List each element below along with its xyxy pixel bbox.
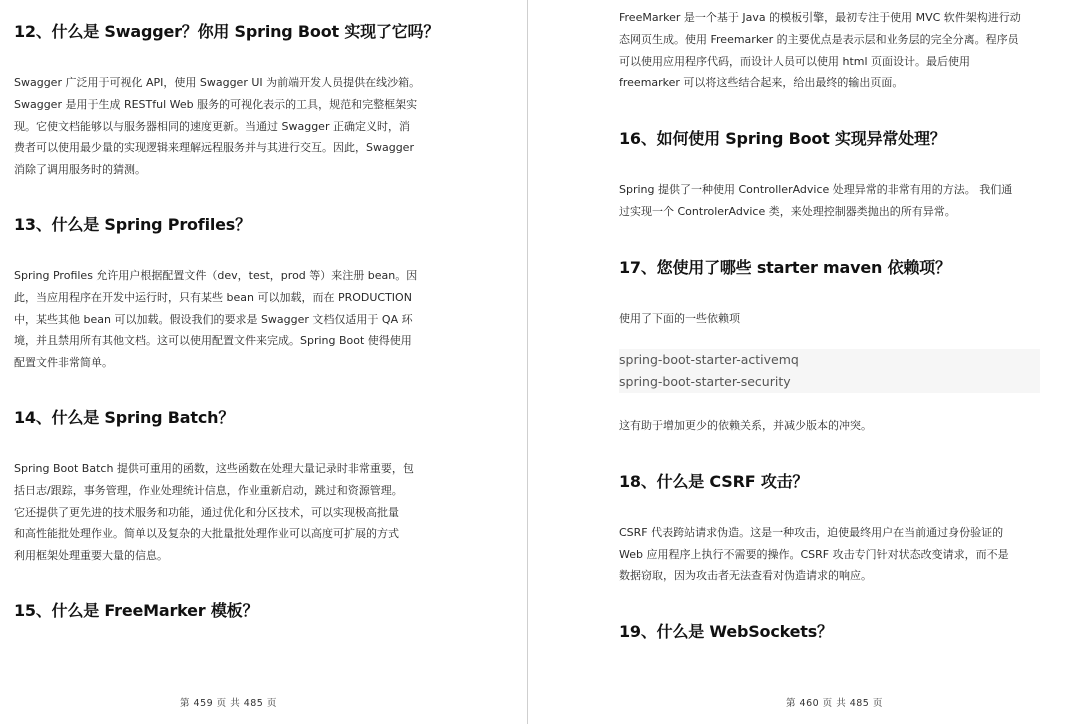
paragraph-line: 配置文件非常简单。 [14, 356, 113, 369]
paragraph-line: Swagger 广泛用于可视化 API，使用 Swagger UI 为前端开发人员提供在线沙箱。 [14, 76, 421, 89]
heading-csrf: 18、什么是 CSRF 攻击？ [619, 472, 809, 491]
paragraph-line: 数据窃取，因为攻击者无法查看对伪造请求的响应。 [619, 569, 872, 582]
paragraph-line: Web 应用程序上执行不需要的操作。CSRF 攻击专门针对状态改变请求，而不是 [619, 548, 1009, 561]
paragraph-line: 消除了调用服务时的猜测。 [14, 163, 146, 176]
page-number-footer: 第 459 页 共 485 页 [180, 698, 277, 709]
paragraph-line: 境，并且禁用所有其他文档。这可以使用配置文件来完成。Spring Boot 使得使用 [14, 334, 412, 347]
paragraph-line: Swagger 是用于生成 RESTful Web 服务的可视化表示的工具，规范和完整框架实 [14, 98, 418, 111]
heading-starter-maven: 17、您使用了哪些 starter maven 依赖项？ [619, 258, 951, 277]
heading-freemarker: 15、什么是 FreeMarker 模板？ [14, 601, 259, 620]
paragraph-line: 它还提供了更先进的技术服务和功能，通过优化和分区技术，可以实现极高批量 [14, 506, 399, 519]
paragraph-line: CSRF 代表跨站请求伪造。这是一种攻击，迫使最终用户在当前通过身份验证的 [619, 526, 1004, 539]
heading-spring-profiles: 13、什么是 Spring Profiles？ [14, 215, 251, 234]
code-block [619, 349, 1040, 393]
code-line: spring-boot-starter-activemq [619, 352, 799, 367]
heading-exception-handling: 16、如何使用 Spring Boot 实现异常处理？ [619, 129, 946, 148]
paragraph-line: FreeMarker 是一个基于 Java 的模板引擎，最初专注于使用 MVC 软件架构进行动 [619, 11, 1021, 24]
page-number-footer: 第 460 页 共 485 页 [786, 698, 883, 709]
heading-swagger: 12、什么是 Swagger？你用 Spring Boot 实现了它吗？ [14, 22, 440, 41]
heading-spring-batch: 14、什么是 Spring Batch？ [14, 408, 235, 427]
code-line: spring-boot-starter-security [619, 374, 791, 389]
paragraph-line: Spring Profiles 允许用户根据配置文件（dev，test，prod 等）来注册 bean。因 [14, 269, 418, 282]
paragraph-line: 过实现一个 ControlerAdvice 类，来处理控制器类抛出的所有异常。 [619, 205, 956, 218]
paragraph-line: Spring 提供了一种使用 ControllerAdvice 处理异常的非常有用的方法。 我们通 [619, 183, 1013, 196]
paragraph-line: 利用框架处理重要大量的信息。 [14, 549, 168, 562]
paragraph-line: 现。它使文档能够以与服务器相同的速度更新。当通过 Swagger 正确定义时，消 [14, 120, 410, 133]
left-page [0, 0, 527, 724]
paragraph-line: 可以使用应用程序代码，而设计人员可以使用 html 页面设计。最后使用 [619, 55, 971, 68]
paragraph-line: 费者可以使用最少量的实现逻辑来理解远程服务并与其进行交互。因此，Swagger [14, 141, 414, 154]
paragraph-line: 态网页生成。使用 Freemarker 的主要优点是表示层和业务层的完全分离。程序员 [619, 33, 1019, 46]
paragraph-line: 和高性能批处理作业。简单以及复杂的大批量批处理作业可以高度可扩展的方式 [14, 527, 399, 540]
right-page [528, 0, 1067, 724]
heading-websockets: 19、什么是 WebSockets？ [619, 622, 833, 641]
paragraph-line: freemarker 可以将这些结合起来，给出最终的输出页面。 [619, 76, 904, 89]
paragraph-line: 中，某些其他 bean 可以加载。假设我们的要求是 Swagger 文档仅适用于 QA 环 [14, 313, 413, 326]
paragraph-line: Spring Boot Batch 提供可重用的函数，这些函数在处理大量记录时非常重要，包 [14, 462, 414, 475]
paragraph-line: 此，当应用程序在开发中运行时，只有某些 bean 可以加载，而在 PRODUCTION [14, 291, 412, 304]
paragraph-line: 使用了下面的一些依赖项 [619, 312, 740, 325]
paragraph-line: 这有助于增加更少的依赖关系，并减少版本的冲突。 [619, 419, 872, 432]
paragraph-line: 括日志/跟踪，事务管理，作业处理统计信息，作业重新启动，跳过和资源管理。 [14, 484, 403, 497]
